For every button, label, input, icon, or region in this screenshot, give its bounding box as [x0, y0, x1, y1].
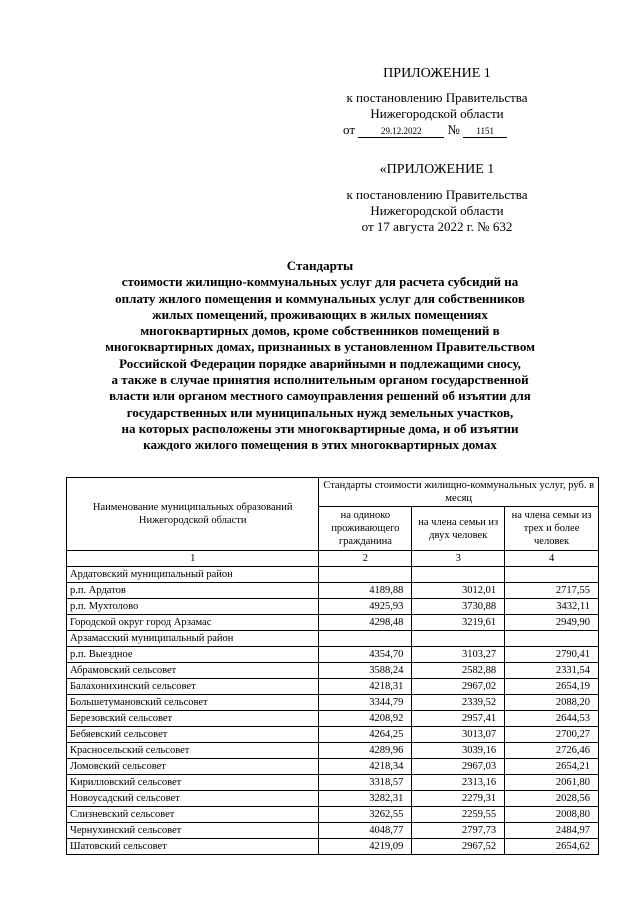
- header-col4: на члена семьи из трех и более человек: [505, 507, 599, 551]
- quoted-appendix-line1: к постановлению Правительства: [346, 187, 528, 202]
- standard-value-cell: 3318,57: [319, 775, 412, 791]
- standard-value-cell: 4218,34: [319, 759, 412, 775]
- table-row: [67, 631, 599, 647]
- table-row: [67, 647, 599, 663]
- title-heading: Стандарты: [286, 258, 354, 273]
- header-col3: на члена семьи из двух человек: [412, 507, 505, 551]
- column-number: 2: [319, 551, 412, 567]
- municipality-name-cell: р.п. Мухтолово: [67, 599, 319, 615]
- standard-value-cell: 4354,70: [319, 647, 412, 663]
- standard-value-cell: 2028,56: [505, 791, 599, 807]
- title-line: каждого жилого помещения в этих многоквартирных домах: [143, 437, 497, 453]
- standard-value-cell: 2339,52: [412, 695, 505, 711]
- standard-value-cell: 2726,46: [505, 743, 599, 759]
- standard-value-cell: 3588,24: [319, 663, 412, 679]
- standard-value-cell: 3432,11: [505, 599, 599, 615]
- standard-value-cell: 2967,03: [412, 759, 505, 775]
- header-group-cell: Стандарты стоимости жилищно-коммунальных услуг, руб. в месяц: [319, 478, 599, 507]
- standard-value-cell: 2654,19: [505, 679, 599, 695]
- municipality-name-cell: Шатовский сельсовет: [67, 839, 319, 855]
- title-line: государственных или муниципальных нужд земельных участков,: [126, 404, 514, 420]
- standard-value-cell: 4264,25: [319, 727, 412, 743]
- table-row: [67, 727, 599, 743]
- standard-value-cell: 2259,55: [412, 807, 505, 823]
- title-line: оплату жилого помещения и коммунальных услуг для собственников: [115, 290, 525, 306]
- standard-value-cell: 4925,93: [319, 599, 412, 615]
- title-line: многоквартирных домах, признанных в установленном Правительством: [105, 339, 535, 355]
- standard-value-cell: 2957,41: [412, 711, 505, 727]
- table-row: [67, 791, 599, 807]
- decree-date: 29.12.2022: [358, 125, 444, 138]
- municipality-name-cell: Слизневский сельсовет: [67, 807, 319, 823]
- standards-table: [66, 477, 599, 855]
- date-prefix: от: [343, 122, 356, 137]
- standard-value-cell: 4298,48: [319, 615, 412, 631]
- standard-value-cell: 4208,92: [319, 711, 412, 727]
- standard-value-cell: [319, 631, 412, 647]
- header-col2: на одиноко проживающего гражданина: [319, 507, 412, 551]
- standard-value-cell: 3012,01: [412, 583, 505, 599]
- standard-value-cell: 3282,31: [319, 791, 412, 807]
- standard-value-cell: 4189,88: [319, 583, 412, 599]
- standard-value-cell: 2967,02: [412, 679, 505, 695]
- standard-value-cell: 2790,41: [505, 647, 599, 663]
- municipality-name-cell: Березовский сельсовет: [67, 711, 319, 727]
- title-line: а также в случае принятия исполнительным органом государственной: [111, 372, 529, 388]
- standard-value-cell: 2654,21: [505, 759, 599, 775]
- standard-value-cell: 2279,31: [412, 791, 505, 807]
- appendix-date-line: [343, 122, 507, 138]
- standard-value-cell: 4289,96: [319, 743, 412, 759]
- standard-value-cell: 2008,80: [505, 807, 599, 823]
- municipality-name-cell: Бебяевский сельсовет: [67, 727, 319, 743]
- standard-value-cell: 3103,27: [412, 647, 505, 663]
- decree-number: 1151: [463, 125, 507, 138]
- table-row: [67, 759, 599, 775]
- standard-value-cell: [412, 567, 505, 583]
- standard-value-cell: [412, 631, 505, 647]
- title-line: на которых расположены эти многоквартирные дома, и об изъятии: [121, 420, 519, 436]
- document-title: [40, 258, 600, 454]
- standard-value-cell: 3039,16: [412, 743, 505, 759]
- municipality-name-cell: Балахонихинский сельсовет: [67, 679, 319, 695]
- title-line: Российской Федерации порядке аварийными и подлежащими сносу,: [119, 355, 521, 371]
- standard-value-cell: 2967,52: [412, 839, 505, 855]
- municipality-name-cell: Новоусадский сельсовет: [67, 791, 319, 807]
- column-number-row: [67, 551, 599, 567]
- standard-value-cell: 2797,73: [412, 823, 505, 839]
- standard-value-cell: 2313,16: [412, 775, 505, 791]
- appendix-line2: Нижегородской области: [370, 106, 504, 121]
- standard-value-cell: 2582,88: [412, 663, 505, 679]
- table-row: [67, 839, 599, 855]
- table-row: [67, 807, 599, 823]
- municipality-name-cell: Ломовский сельсовет: [67, 759, 319, 775]
- municipality-name-cell: Ардатовский муниципальный район: [67, 567, 319, 583]
- column-number: 3: [412, 551, 505, 567]
- title-line: стоимости жилищно-коммунальных услуг для расчета субсидий на: [121, 274, 519, 290]
- appendix-line1: к постановлению Правительства: [346, 90, 528, 105]
- standard-value-cell: 2088,20: [505, 695, 599, 711]
- title-line: власти или органом местного самоуправления решений об изъятии для: [109, 388, 531, 404]
- table-row: [67, 743, 599, 759]
- appendix-title: ПРИЛОЖЕНИЕ 1: [383, 66, 491, 81]
- municipality-name-cell: Большетумановский сельсовет: [67, 695, 319, 711]
- table-row: [67, 679, 599, 695]
- table-row: [67, 775, 599, 791]
- standard-value-cell: 2484,97: [505, 823, 599, 839]
- standard-value-cell: [505, 567, 599, 583]
- standard-value-cell: 3262,55: [319, 807, 412, 823]
- standard-value-cell: 3013,07: [412, 727, 505, 743]
- table-row: [67, 599, 599, 615]
- standard-value-cell: 2654,62: [505, 839, 599, 855]
- municipality-name-cell: Красносельский сельсовет: [67, 743, 319, 759]
- standard-value-cell: 2331,54: [505, 663, 599, 679]
- standard-value-cell: 2061,80: [505, 775, 599, 791]
- standard-value-cell: 2949,90: [505, 615, 599, 631]
- quoted-appendix-line3: от 17 августа 2022 г. № 632: [361, 219, 513, 234]
- standard-value-cell: 2717,55: [505, 583, 599, 599]
- standard-value-cell: 4218,31: [319, 679, 412, 695]
- quoted-appendix-line2: Нижегородской области: [370, 203, 504, 218]
- standard-value-cell: 2644,53: [505, 711, 599, 727]
- table-row: [67, 823, 599, 839]
- municipality-name-cell: Арзамасский муниципальный район: [67, 631, 319, 647]
- title-line: многоквартирных домов, кроме собственников помещений в: [140, 323, 500, 339]
- title-line: жилых помещений, проживающих в жилых помещениях: [152, 306, 488, 322]
- standard-value-cell: [319, 567, 412, 583]
- header-name-cell: Наименование муниципальных образований Нижегородской области: [67, 478, 319, 551]
- table-row: [67, 695, 599, 711]
- column-number: 4: [505, 551, 599, 567]
- number-prefix: №: [447, 122, 460, 137]
- municipality-name-cell: Кирилловский сельсовет: [67, 775, 319, 791]
- standard-value-cell: 4048,77: [319, 823, 412, 839]
- municipality-name-cell: Чернухинский сельсовет: [67, 823, 319, 839]
- municipality-name-cell: Абрамовский сельсовет: [67, 663, 319, 679]
- standard-value-cell: 3730,88: [412, 599, 505, 615]
- column-number: 1: [67, 551, 319, 567]
- standard-value-cell: [505, 631, 599, 647]
- standard-value-cell: 4219,09: [319, 839, 412, 855]
- standard-value-cell: 3219,61: [412, 615, 505, 631]
- table-row: [67, 663, 599, 679]
- quoted-appendix-title: «ПРИЛОЖЕНИЕ 1: [379, 162, 495, 177]
- municipality-name-cell: Городской округ город Арзамас: [67, 615, 319, 631]
- table-row: [67, 583, 599, 599]
- table-header-row: [67, 478, 599, 507]
- standard-value-cell: 2700,27: [505, 727, 599, 743]
- municipality-name-cell: р.п. Выездное: [67, 647, 319, 663]
- municipality-name-cell: р.п. Ардатов: [67, 583, 319, 599]
- standard-value-cell: 3344,79: [319, 695, 412, 711]
- table-row: [67, 615, 599, 631]
- table-row: [67, 711, 599, 727]
- table-row: [67, 567, 599, 583]
